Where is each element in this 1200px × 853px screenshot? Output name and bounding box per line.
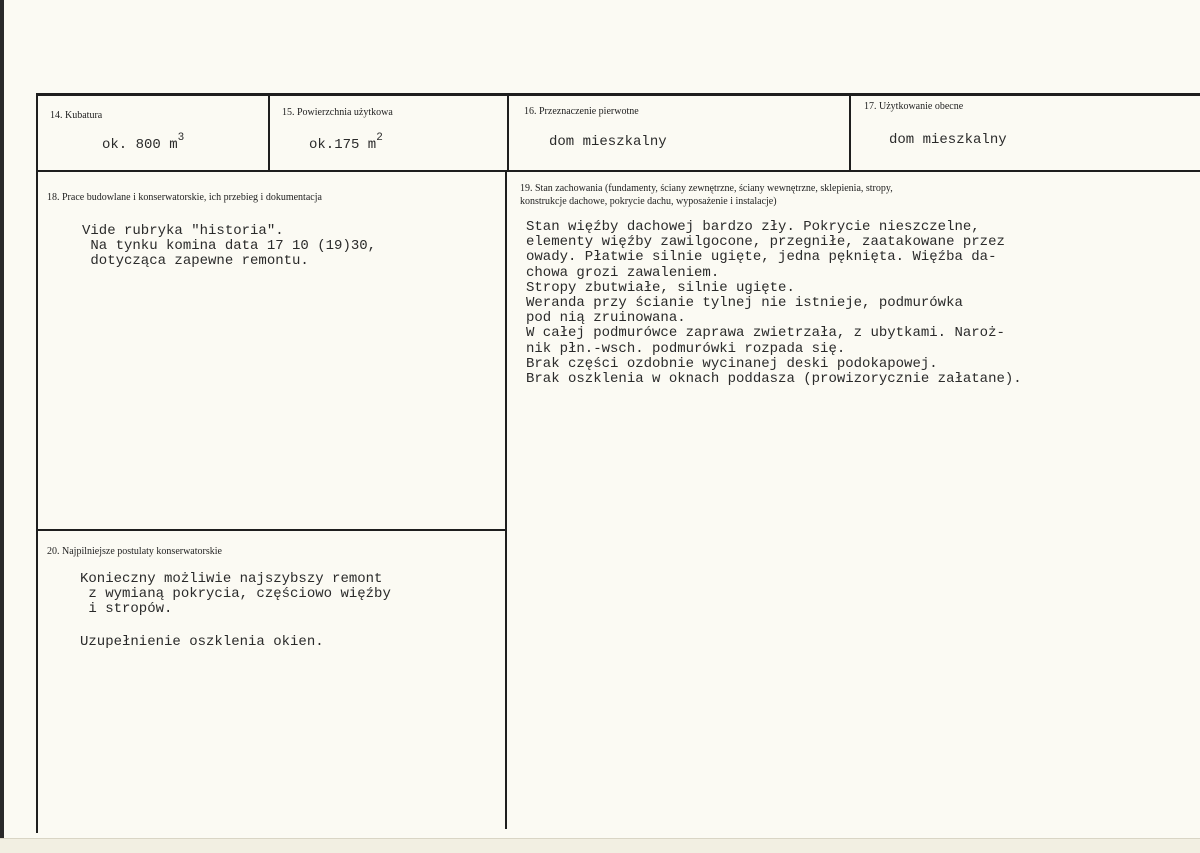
field-15-label: 15. Powierzchnia użytkowa [282,107,393,118]
page-left-edge [0,0,4,852]
field-15-value-text: ok.175 m [309,137,377,153]
divider-14-15 [268,95,270,171]
middle-vertical-divider [505,171,507,829]
field-18-label: 18. Prace budowlane i konserwatorskie, ich przebieg i dokumentacja [47,192,322,203]
field-19-line: owady. Płatwie silnie ugięte, jedna pęknięta. Więźba da- [526,249,997,266]
field-19-line: nik płn.-wsch. podmurówki rozpada się. [526,340,846,357]
field-17-value: dom mieszkalny [889,132,1007,148]
field-18-line: Na tynku komina data 17 10 (19)30, [82,238,377,255]
field-19-label [520,182,893,208]
field-20-line: Konieczny możliwie najszybszy remont [80,571,383,587]
page-bottom-edge [0,838,1200,853]
field-15-exponent: 2 [376,132,383,145]
left-border [36,93,38,833]
field-15-value [309,132,383,153]
field-20-line: z wymianą pokrycia, częściowo więźby [80,586,391,603]
divider-16-17 [849,95,851,171]
top-rule [36,93,1200,96]
field-14-value [102,132,185,153]
header-row-bottom-rule [36,170,1200,172]
field-19-line: elementy więźby zawilgocone, przegniłe, zaatakowane przez [526,234,1005,251]
field-19-line: Weranda przy ścianie tylnej nie istnieje, podmurówka [526,295,963,312]
field-18-line: Vide rubryka "historia". [82,223,284,239]
field-20-text [80,572,391,618]
field-17-label: 17. Użytkowanie obecne [864,101,964,112]
divider-15-16 [507,95,509,171]
field-19-line: Brak części ozdobnie wycinanej deski podokapowej. [526,355,938,372]
field-19-line: pod nią zruinowana. [526,310,686,327]
field-19-line: W całej podmurówce zaprawa zwietrzała, z ubytkami. Naroż- [526,325,1005,342]
field-19-text [526,220,1022,387]
field-19-line: Stan więźby dachowej bardzo zły. Pokrycie nieszczelne, [526,219,980,235]
field-18-line: dotycząca zapewne remontu. [82,253,309,270]
field-19-line: Stropy zbutwiałe, silnie ugięte. [526,279,795,296]
field-14-label: 14. Kubatura [50,110,103,121]
field-16-label: 16. Przeznaczenie pierwotne [524,106,639,117]
field-19-label-line: konstrukcje dachowe, pokrycie dachu, wyposażenie i instalacje) [520,196,777,207]
field-19-line: Brak oszklenia w oknach poddasza (prowizorycznie załatane). [526,371,1022,388]
field-19-label-line: 19. Stan zachowania (fundamenty, ściany zewnętrzne, ściany wewnętrzne, sklepienia, stropy, [520,183,893,194]
field-18-text [82,224,376,270]
field-14-value-text: ok. 800 m [102,137,178,153]
section-18-20-rule [36,529,506,531]
field-20-line: i stropów. [80,601,173,618]
field-20-label: 20. Najpilniejsze postulaty konserwatorskie [47,546,222,557]
field-16-value: dom mieszkalny [549,134,667,150]
field-20-line-2: Uzupełnienie oszklenia okien. [80,634,324,650]
field-14-exponent: 3 [177,132,185,145]
field-19-line: chowa grozi zawaleniem. [526,264,720,281]
